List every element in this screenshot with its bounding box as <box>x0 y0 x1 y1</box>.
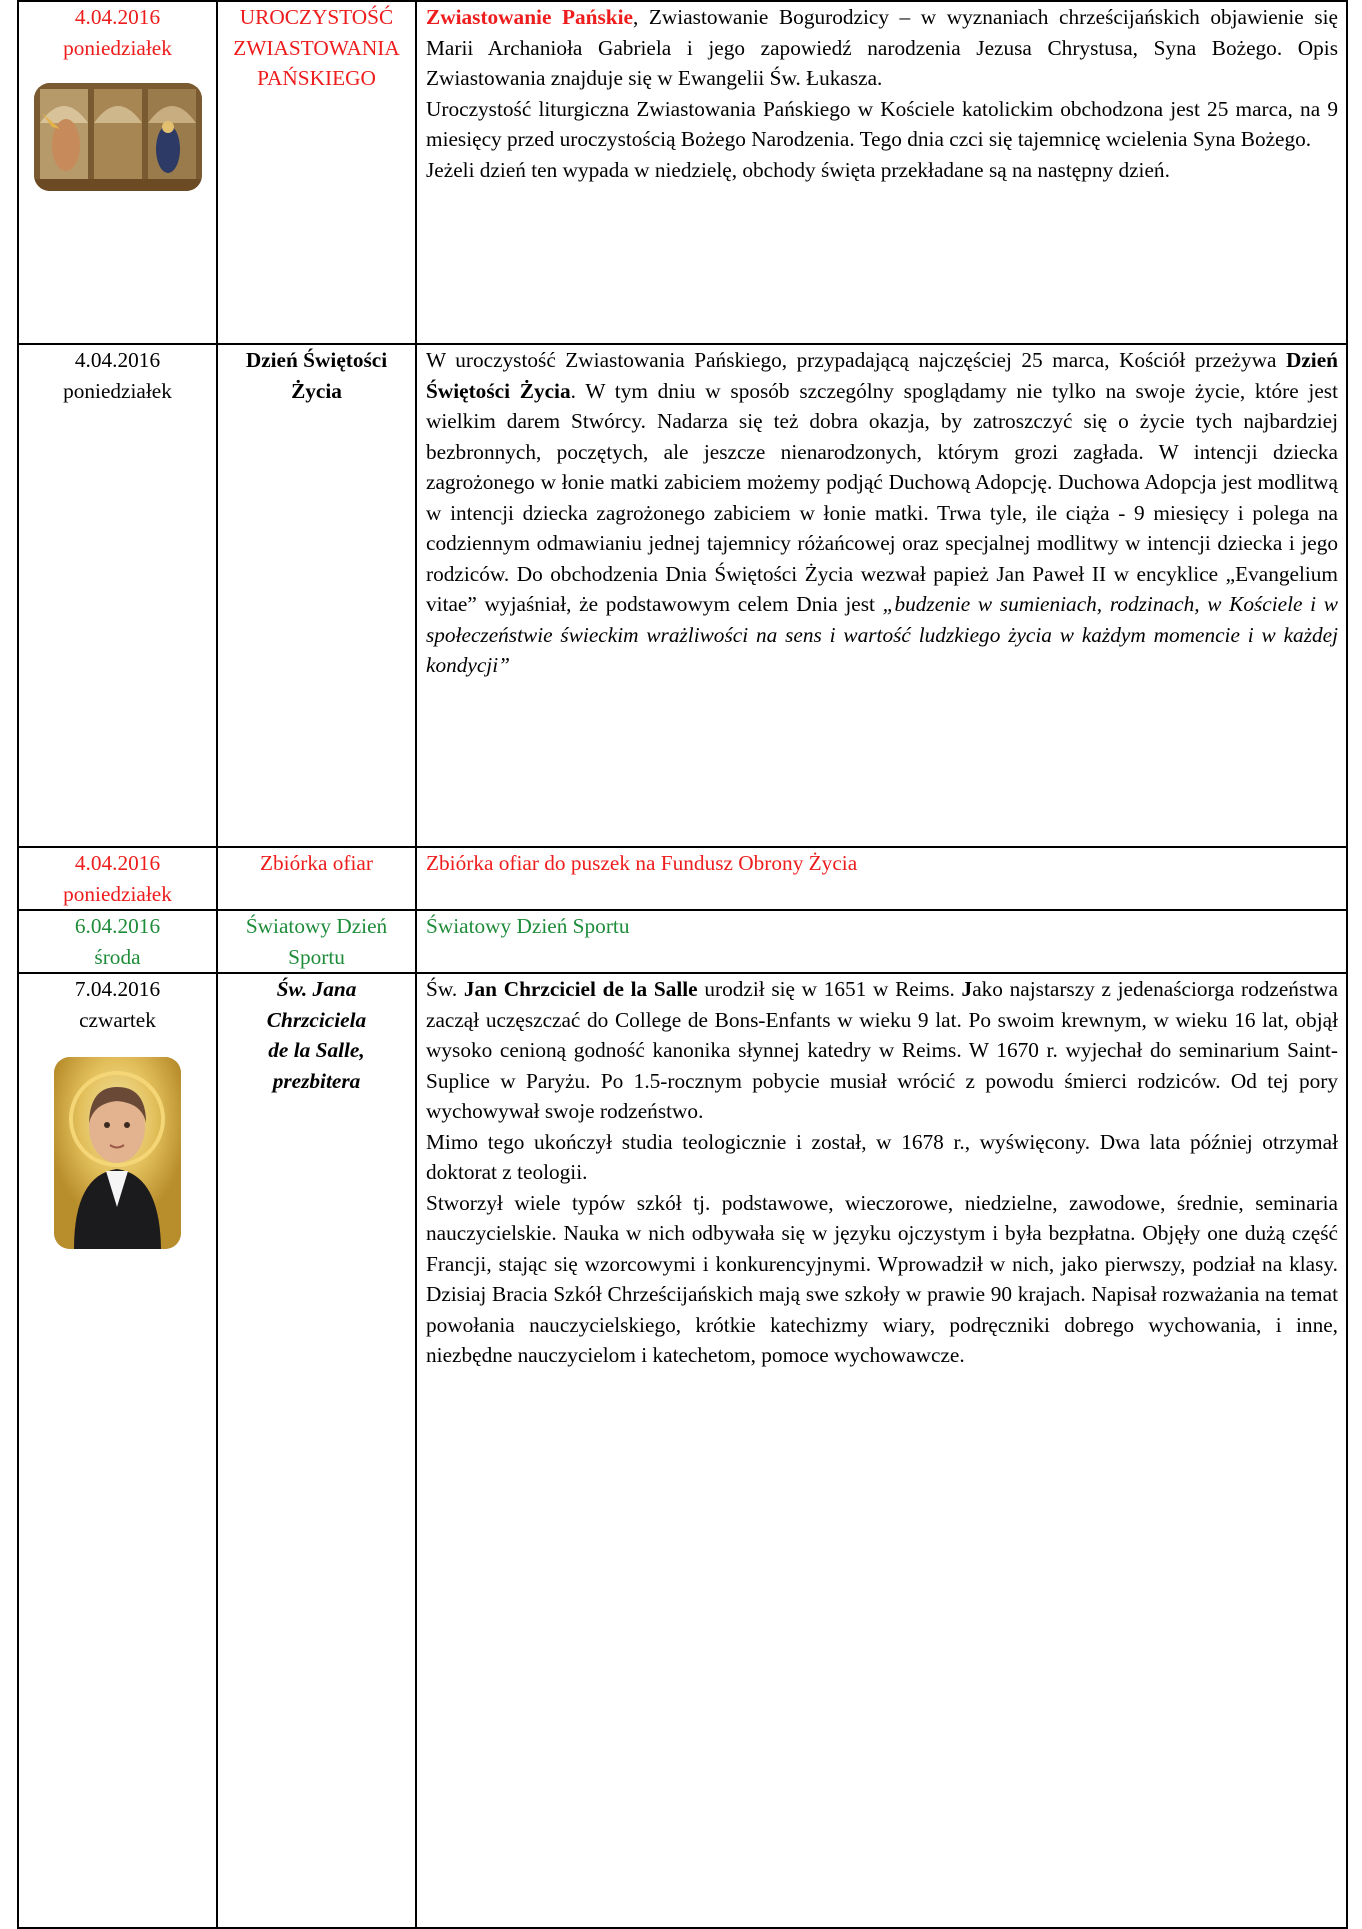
date-text: 4.04.2016 <box>74 5 161 29</box>
event-name-line: ZWIASTOWANIA <box>233 35 400 60</box>
event-name-cell <box>217 973 416 1928</box>
event-name-line: Sportu <box>288 944 345 969</box>
event-name-line: Zbiórka ofiar <box>260 851 373 875</box>
table-row <box>18 1 1347 344</box>
date-text: 7.04.2016 <box>74 977 161 1001</box>
body-text: ako najstarszy z jedenaściorga rodzeństwa zaczął uczęszczać do College de Bons-Enfants w wieku 9 lat. Po swoim krewnym, w wieku 16 lat, objął wysoko cenioną godność kanonika słynnej katedry w Reims. W 1670 r. wyjechał do seminarium Saint-Suplice w Paryżu. Po 1.5-rocznym pobycie musiał wrócić z powodu śmierci rodziców. Od tej pory wychowywał swoje rodzeństwo. <box>426 977 1338 1123</box>
description-paragraph <box>426 974 1338 1127</box>
table-row <box>18 847 1347 910</box>
saint-portrait-icon <box>54 1057 181 1249</box>
description-cell <box>416 973 1347 1928</box>
event-name-line: de la Salle, <box>268 1038 365 1062</box>
description-cell <box>416 910 1347 973</box>
description-paragraph: Uroczystość liturgiczna Zwiastowania Pańskiego w Kościele katolickim obchodzona jest 25 marca, na 9 miesięcy przed uroczystością Bożego Narodzenia. Tego dnia czci się tajemnicę wcielenia Syna Bożego. <box>426 96 1338 151</box>
body-text: , Zwiastowanie Bogurodzicy – w wyznaniach chrześcijańskich objawienie się Marii Archanioła Gabriela i jego zapowiedź narodzenia Jezusa Chrystusa, Syna Bożego. Opis Zwiastowania znajduje się w Ewangelii Św. Łukasza. <box>426 5 1338 90</box>
description-paragraph: Mimo tego ukończył studia teologicznie i został, w 1678 r., wyświęcony. Dwa lata później otrzymał doktorat z teologii. <box>426 1129 1338 1184</box>
event-name-cell <box>217 344 416 847</box>
weekday-text: poniedziałek <box>63 881 172 906</box>
table-row <box>18 344 1347 847</box>
description-cell <box>416 1 1347 344</box>
description-paragraph: Stworzył wiele typów szkół tj. podstawowe, wieczorowe, niedzielne, zawodowe, średnie, seminaria nauczycielskie. Nauka w nich odbywała się w języku ojczystym i była bezpłatna. Objęły one dużą część Francji, stając się wzorcowymi i konkurencyjnymi. Wprowadził w nich, jako pierwszy, podział na klasy. Dzisiaj Bracia Szkół Chrześcijańskich mają swe szkoły w prawie 90 krajach. Napisał rozważania na temat powołania nauczycielskiego, krótkie katechizmy wiary, podręczniki dobrego wychowania, i inne, niezbędne nauczycielom i katechetom, pomoce wychowawcze. <box>426 1190 1338 1367</box>
weekday-text: środa <box>94 944 141 969</box>
date-text: 4.04.2016 <box>74 851 161 875</box>
event-name-line: Dzień Świętości <box>245 348 388 372</box>
event-name-cell <box>217 910 416 973</box>
date-text: 6.04.2016 <box>74 914 161 938</box>
description-paragraph <box>426 2 1338 94</box>
body-text: . W tym dniu w sposób szczególny spoglądamy nie tylko na swoje życie, które jest wielkim darem Stwórcy. Nadarza się też dobra okazja, by zatroszczyć się o życie tych najbardziej bezbronnych, poczętych, ale jeszcze nienarodzonych, którym grozi zagłada. W intencji dziecka zagrożonego w łonie matki zabiciem możemy podjąć Duchową Adopcję. Duchowa Adopcja jest modlitwą w intencji dziecka zagrożonego zabiciem w łonie matki. Trwa tyle, ile ciąża - 9 miesięcy i polega na codziennym odmawianiu jednej tajemnicy różańcowej oraz specjalnej modlitwy w intencji dziecka i jego rodziców. Do obchodzenia Dnia Świętości Życia wezwał papież Jan Paweł II w encyklice „Evangelium vitae” wyjaśniał, że podstawowym celem Dnia jest <box>426 378 1339 616</box>
description-paragraph: Zbiórka ofiar do puszek na Fundusz Obrony Życia <box>426 851 858 875</box>
date-cell <box>18 344 217 847</box>
date-cell <box>18 973 217 1928</box>
event-name-cell <box>217 847 416 910</box>
date-cell <box>18 847 217 910</box>
event-name-cell <box>217 1 416 344</box>
event-name-line: Życia <box>291 378 342 403</box>
event-name-line: prezbitera <box>272 1068 361 1093</box>
highlight-text: Zwiastowanie Pańskie <box>426 5 634 29</box>
highlight-text: Jan Chrzciciel de la Salle <box>463 977 698 1001</box>
body-text: urodził się w 1651 w Reims. <box>697 977 962 1001</box>
description-cell <box>416 847 1347 910</box>
date-text: 4.04.2016 <box>74 348 161 372</box>
event-name-line: UROCZYSTOŚĆ <box>239 5 394 29</box>
liturgical-calendar-table <box>17 0 1348 1929</box>
highlight-text: J <box>961 977 973 1001</box>
weekday-text: czwartek <box>79 1007 156 1032</box>
event-name-line: PAŃSKIEGO <box>257 66 376 90</box>
table-row <box>18 910 1347 973</box>
event-name-line: Św. Jana <box>276 977 357 1001</box>
description-paragraph <box>426 345 1338 681</box>
date-cell <box>18 910 217 973</box>
date-cell <box>18 1 217 344</box>
description-paragraph: Jeżeli dzień ten wypada w niedzielę, obchody święta przekładane są na następny dzień. <box>426 157 1170 182</box>
event-name-line: Chrzciciela <box>266 1007 367 1032</box>
body-text: Św. <box>426 977 464 1001</box>
body-text: W uroczystość Zwiastowania Pańskiego, przypadającą najczęściej 25 marca, Kościół przeżywa <box>426 348 1286 372</box>
table-row <box>18 973 1347 1928</box>
description-paragraph: Światowy Dzień Sportu <box>426 914 630 938</box>
weekday-text: poniedziałek <box>63 35 172 60</box>
event-name-line: Światowy Dzień <box>245 914 388 938</box>
description-cell <box>416 344 1347 847</box>
quote-text: „budzenie w sumieniach, rodzinach, w Kościele i w społeczeństwie świeckim wrażliwości na sens i wartość ludzkiego życia w każdym momencie i w każdej kondycji” <box>426 592 1339 677</box>
weekday-text: poniedziałek <box>63 378 172 403</box>
highlight-text: Dzień Świętości Życia <box>426 348 1338 403</box>
annunciation-painting-icon <box>34 83 202 191</box>
